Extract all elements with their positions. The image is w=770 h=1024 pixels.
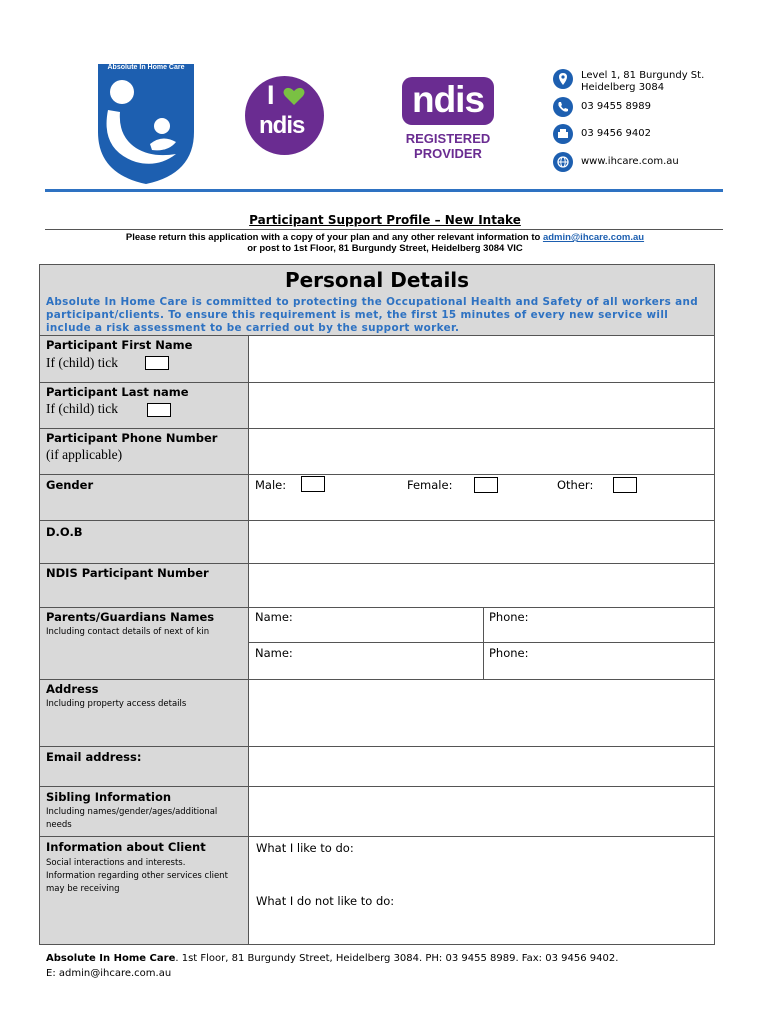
client-dislikes-label: What I do not like to do: [256,894,395,908]
email-field[interactable] [248,746,715,787]
first-name-field[interactable] [248,335,715,383]
ilove-i-text: I [267,80,275,110]
absolute-in-home-care-logo [96,62,196,186]
location-icon [553,69,573,89]
address-sublabel: Including property access details [46,699,187,709]
dob-field[interactable] [248,520,715,564]
safety-notice: Absolute In Home Care is committed to protecting the Occupational Health and Safety of all workers and participant/clients. To ensure this requirement is met, the first 15 minutes of every new service will include a risk assessment to be carried out by the support worker. [46,296,699,334]
heart-icon [283,86,305,106]
footer-company: Absolute In Home Care [46,953,176,964]
phone-note: (if applicable) [46,447,123,462]
footer-email: E: admin@ihcare.com.au [46,968,172,979]
i-love-ndis-logo [245,76,324,155]
guardian-2-name-label: Name: [255,646,293,660]
footer-details: . 1st Floor, 81 Burgundy Street, Heidelberg 3084. PH: 03 9455 8989. Fax: 03 9456 9402. [175,953,619,964]
gender-label: Gender [46,478,94,492]
header-divider [45,189,723,192]
gender-male-label: Male: [255,478,287,492]
guardian-1-name-label: Name: [255,610,293,624]
instruction-text: Please return this application with a copy of your plan and any other relevant information to [125,232,543,243]
gender-female-checkbox[interactable] [474,477,498,493]
first-name-child-label: If (child) tick [46,355,118,370]
contact-website-text[interactable]: www.ihcare.com.au [581,156,679,167]
gender-female-label: Female: [407,478,453,492]
contact-address [553,69,704,94]
contact-phone [553,97,651,117]
ndis-registered-provider-logo [398,77,498,167]
last-name-field[interactable] [248,382,715,429]
first-name-child-checkbox[interactable] [145,356,169,370]
siblings-field[interactable] [248,786,715,837]
phone-field[interactable] [248,428,715,475]
fax-icon [553,124,573,144]
client-likes-label: What I like to do: [256,841,354,855]
last-name-child-label: If (child) tick [46,401,118,416]
contact-fax [553,124,651,144]
siblings-sublabel: Including names/gender/ages/additional needs [46,807,218,830]
ndis-provider-text: PROVIDER [414,146,482,161]
contact-address-line2: Heidelberg 3084 [581,82,665,93]
document-title: Participant Support Profile – New Intake [249,213,521,227]
form-heading: Personal Details [284,268,470,292]
contact-address-line1: Level 1, 81 Burgundy St. [581,70,705,81]
client-info-label: Information about Client [46,840,206,854]
address-field[interactable] [248,679,715,747]
phone-icon [553,97,573,117]
contact-phone-text: 03 9455 8989 [581,101,651,112]
dob-label: D.O.B [46,525,83,539]
ndis-number-field[interactable] [248,563,715,608]
contact-website [553,152,679,172]
guardian-2-phone-label: Phone: [489,646,529,660]
email-label: Email address: [46,750,142,764]
guardian-1-phone-label: Phone: [489,610,529,624]
gender-other-checkbox[interactable] [613,477,637,493]
instruction-line-1 [0,232,770,243]
last-name-label: Participant Last name [46,385,189,399]
contact-fax-text: 03 9456 9402 [581,128,651,139]
guardians-label: Parents/Guardians Names [46,610,215,624]
siblings-label: Sibling Information [46,790,172,804]
title-divider [45,229,723,230]
instruction-line-2: or post to 1st Floor, 81 Burgundy Street, Heidelberg 3084 VIC [247,243,523,254]
ndis-wordmark: ndis [402,77,494,125]
last-name-child-checkbox[interactable] [147,403,171,417]
gender-male-checkbox[interactable] [301,476,325,492]
guardians-sublabel: Including contact details of next of kin [46,627,210,637]
client-info-sublabel: Social interactions and interests. Information regarding other services client may be receiving [46,858,228,894]
globe-icon [553,152,573,172]
instruction-email-link[interactable]: admin@ihcare.com.au [542,232,645,243]
phone-label: Participant Phone Number [46,431,218,445]
ndis-registered-text: REGISTERED [405,131,491,146]
footer-address [46,953,618,964]
ndis-number-label: NDIS Participant Number [46,566,209,580]
gender-other-label: Other: [557,478,594,492]
brand-logo-text: Absolute In Home Care [107,64,185,71]
address-label: Address [46,682,99,696]
first-name-label: Participant First Name [46,338,193,352]
ilove-ndis-text: ndis [259,112,305,139]
